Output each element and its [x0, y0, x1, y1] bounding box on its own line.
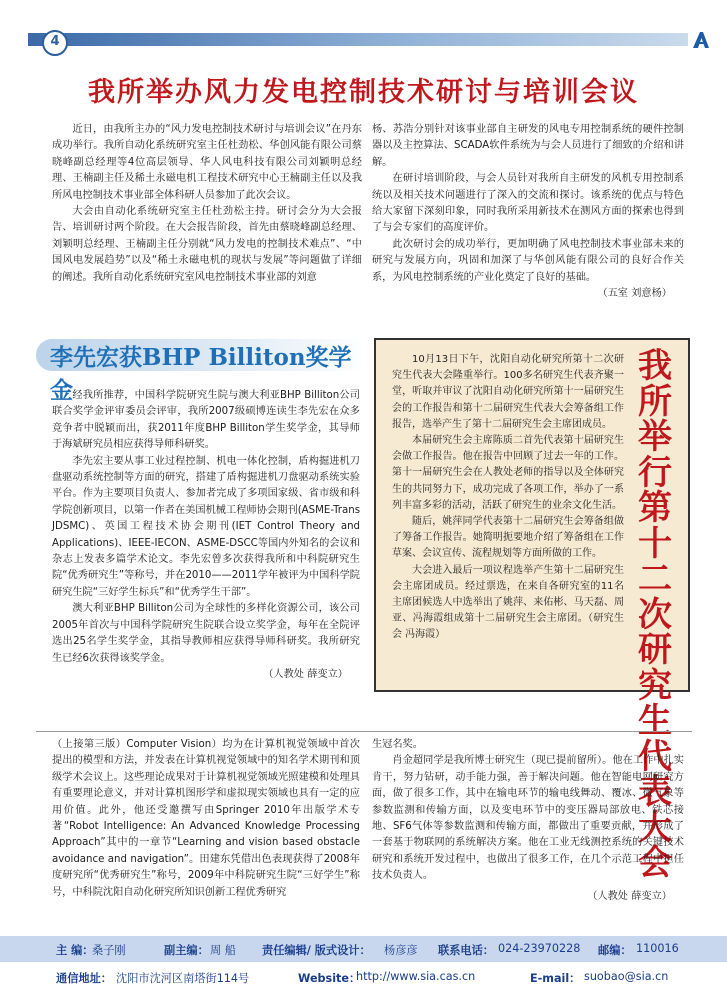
institute-logo-icon [690, 30, 712, 50]
header-bar [0, 30, 727, 46]
title-char: 生 [638, 701, 672, 741]
paragraph: 此次研讨会的成功举行，更加明确了风电控制技术事业部未来的研究与发展方向，巩固和加深了与华创风能有限公司的良好合作关系，为风电控制系统的产业化奠定了良好的基础。 [372, 238, 684, 283]
website-label: Website： [298, 972, 361, 985]
paragraph: 李先宏主要从事工业过程控制、机电一体化控制，盾构掘进机刀盘驱动系统控制等方面的研究，搭建了盾构掘进机刀盘驱动系统实验平台。作为主要项目负责人、参加者完成了多项国家级、省市级和科学院创新项目，以第一作者在美国机械工程师协会期刊(ASME-Trans JDSMC)、英国工程技术协会期刊(IET Control Theory and Applications)、IEEE-IECON、ASME-DSCC等国内外知名的会议和杂志上发表多篇学术论文。李先宏曾多次获得我所和中科院研究生院“优秀研究生”等称号，并在2010——2011学年被评为中国科学院研究生院“三好学生标兵”和“优秀学生干部”。 [52, 455, 360, 598]
paragraph: 澳大利亚BHP Billiton公司为全球性的多样化资源公司，该公司2005年首次与中国科学院研究生院联合设立奖学金，每年在全院评选出25名学生奖学金，其指导教师相应获得导师科研奖。我所研究生已经6次获得该奖学金。 [52, 603, 360, 664]
paragraph: 大会进入最后一项议程选举产生第十二届研究生会主席团成员。经过票选，在来自各研究室的11名主席团候选人中选举出了姚萍、来佑彬、马天磊、周亚、冯海霞组成第十二届研究生会主席团。（研究生会 冯海霞） [392, 564, 624, 641]
title-char: 研 [638, 630, 672, 670]
paragraph: （上接第三版）Computer Vision）均为在计算机视觉领域中首次提出的模型和方法，并发表在计算机视觉领域中的知名学术期刊和顶级学术会议上。这些理论成果对于计算机视觉领域光照建模和处理具有重要理论意义，并对计算机图形学和虚拟现实领域也具有一定的应用价值。此外，他还受邀撰写由Springer 2010年出版学术专著“Robot Intelligence: An Advanced Knowledge Processing Approach”其中的一章节“Learning and vision based obstacle avoidance and navigation”。田建东凭借出色表现获得了2008年度研究所“优秀研究生”称号，2009年中科院研究生院“三好学生”称号，中科院沈阳自动化研究所知识创新工程优秀研究 [52, 739, 360, 898]
address: 沈阳市沈河区南塔街114号 [116, 972, 250, 985]
email-label: E-mail： [530, 972, 581, 985]
article-title-banner [36, 334, 368, 404]
paragraph: 肖金超同学是我所博士研究生（现已提前留所）。他在工作中扎实肯干，努力钻研，动手能力强，善于解决问题。他在智能电网研究方面，做了很多工作，其中在输电环节的输电线舞动、覆冰、微气象等参数监测和传输方面，以及变电环节中的变压器局部放电、铁芯接地、SF6气体等参数监测和传输方面，都做出了重要贡献，并形成了一套基于物联网的系统解决方案。他在工业无线测控系统的关键技术研究和系统开发过程中，也做出了很多工作，在几个示范工程中担任技术负责人。 [372, 755, 684, 882]
email-link[interactable]: suobao@sia.cn [584, 970, 669, 983]
phone-number: 024-23970228 [498, 942, 581, 955]
editor-name: 桑子刚 [92, 944, 126, 957]
article-wind-left-column [52, 122, 362, 286]
deputy-editor-name: 周 船 [210, 944, 236, 957]
title-char: 究 [638, 665, 672, 706]
paragraph: 杨、苏浩分别针对该事业部自主研发的风电专用控制系统的硬件控制器以及主控算法、SCADA软件系统为与会人员进行了细致的介绍和讲解。 [372, 124, 684, 168]
title-char: 行 [638, 452, 672, 493]
zip-code: 110016 [636, 942, 679, 955]
editor-label: 主 编： [56, 944, 94, 957]
title-char: 二 [638, 559, 672, 599]
phone-label: 联系电话： [438, 944, 494, 957]
article-title-wind-power: 我所举办风力发电控制技术研讨与培训会议 [88, 77, 639, 108]
article-congress-body [392, 352, 624, 644]
paragraph: 本届研究生会主席陈质二首先代表第十届研究生会做工作报告。他在报告中回顾了过去一年的工作。第十一届研究生会在人教处老师的指导以及全体研究生的共同努力下，成功完成了各项工作，举办了一系列丰富多彩的活动，活跃了研究生的业余文化生活。 [392, 435, 624, 511]
paragraph: 生冠名奖。 [372, 739, 423, 750]
title-char: 举 [638, 417, 672, 457]
signature: （人教处 薛变立） [587, 890, 672, 902]
article-title-bhp: 李先宏获BHP Billiton奖学金 [50, 344, 352, 404]
title-char: 表 [638, 772, 672, 812]
address-label: 通信地址： [56, 972, 112, 985]
title-char: 会 [638, 843, 672, 883]
paragraph: 在研讨培训阶段，与会人员针对我所自主研发的风机专用控制系统以及相关技术问题进行了深入的交流和探讨。该系统的优点与特色给大家留下深刻印象，同时我所采用新技术在测风方面的探索也得到了与会专家们的高度评价。 [372, 173, 684, 234]
paragraph: 大会由自动化系统研究室主任杜劲松主持。研讨会分为大会报告、培训研讨两个阶段。在大会报告阶段，首先由蔡晓峰副总经理、刘颖明总经理、王楠副主任分别就“风力发电的控制技术难点”、“中国风电发展趋势”以及“稀土永磁电机的现状与发展”等问题做了详细的阐述。我所自动化系统研究室风电控制技术事业部的刘意 [52, 206, 362, 283]
title-char: 我 [638, 346, 672, 386]
article-wind-right-column [372, 122, 684, 302]
signature: （人教处 薛变立） [263, 668, 348, 680]
title-char: 所 [638, 381, 672, 422]
website-link[interactable]: http://www.sia.cas.cn [356, 970, 476, 983]
article-bhp-body [52, 388, 360, 683]
paragraph: 经我所推荐，中国科学院研究生院与澳大利亚BHP Billiton公司联合奖学金评审委员会评审，我所2007级硕博连读生李先宏在众多竞争者中脱颖而出，获2011年度BHP Billiton学生奖学金，其导师于海斌研究员相应获得导师科研奖。 [52, 390, 360, 451]
title-char: 次 [638, 594, 672, 635]
title-char: 大 [638, 807, 672, 848]
responsible-editor-label: 责任编辑/ 版式设计： [262, 944, 371, 957]
article-continued-right-column [372, 737, 684, 905]
title-char: 代 [638, 736, 672, 777]
footer-masthead [0, 936, 727, 962]
title-char: 第 [638, 488, 672, 528]
page-number: 4 [42, 30, 68, 56]
section-divider [36, 731, 692, 732]
signature: （五室 刘意杨） [597, 288, 672, 300]
responsible-editor-name: 杨彦彦 [384, 944, 418, 957]
title-char: 十 [638, 523, 672, 564]
paragraph: 随后，姚萍同学代表第十二届研究生会筹备组做了筹备工作报告。她简明扼要地介绍了筹备组在工作草案、会议宣传、流程规划等方面所做的工作。 [392, 516, 624, 560]
footer-contact [0, 962, 727, 992]
zip-label: 邮编： [598, 944, 632, 957]
deputy-editor-label: 副主编： [164, 944, 209, 957]
article-continued-left-column [52, 737, 360, 901]
paragraph: 10月13日下午，沈阳自动化研究所第十二次研究生代表大会隆重举行。100多名研究生代表齐聚一堂，听取并审议了沈阳自动化研究所第十一届研究生会的工作报告和第十二届研究生代表大会筹备组工作报告，选举产生了第十二届研究生会主席团成员。 [392, 354, 624, 430]
paragraph: 近日，由我所主办的“风力发电控制技术研讨与培训会议”在丹东成功举行。我所自动化系统研究室主任杜劲松、华创风能有限公司蔡晓峰副总经理等4位高层领导、华人风电科技有限公司刘颖明总经理、王楠副主任及稀土永磁电机工程技术研究中心王楠副主任以及我所风电控制技术事业部全体科研人员参加了此次会议。 [52, 124, 362, 201]
